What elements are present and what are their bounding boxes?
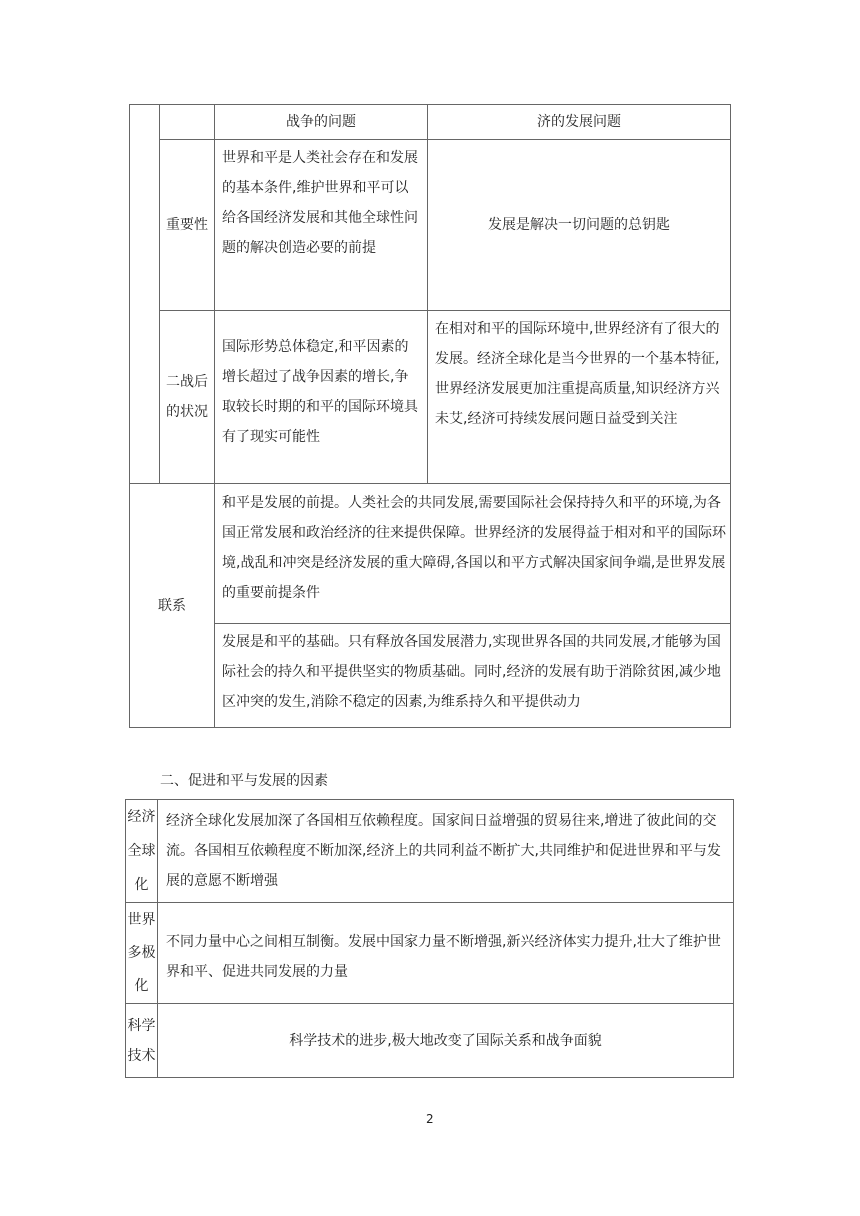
factor-text-multipolarity: 不同力量中心之间相互制衡。发展中国家力量不断增强,新兴经济体实力提升,壮大了维护世界和平、促进共同发展的力量 [166, 934, 721, 980]
section-heading: 二、促进和平与发展的因素 [160, 773, 328, 789]
postwar-war-cell: 国际形势总体稳定,和平因素的增长超过了战争因素的增长,争取较长时期的和平的国际环境具有了现实可能性 [222, 339, 418, 445]
column-header-economy: 济的发展问题 [537, 113, 621, 130]
page-number: 2 [426, 1112, 434, 1126]
column-header-war: 战争的问题 [286, 113, 356, 130]
factor-label-globalization: 经济全球化 [127, 809, 156, 893]
postwar-economy-cell: 在相对和平的国际环境中,世界经济有了很大的发展。经济全球化是当今世界的一个基本特征,世界经济发展更加注重提高质量,知识经济方兴未艾,经济可持续发展问题日益受到关注 [435, 321, 720, 427]
relation-peace-text: 和平是发展的前提。人类社会的共同发展,需要国际社会保持持久和平的环境,为各国正常发展和政治经济的往来提供保障。世界经济的发展得益于相对和平的国际环境,战乱和冲突是经济发展的重大障碍,各国以和平方式解决国家间争端,是世界发展的重要前提条件 [222, 495, 726, 601]
relation-development-text: 发展是和平的基础。只有释放各国发展潜力,实现世界各国的共同发展,才能够为国际社会的持久和平提供坚实的物质基础。同时,经济的发展有助于消除贫困,减少地区冲突的发生,消除不稳定的因素,为维系持久和平提供动力 [222, 634, 721, 710]
factor-label-technology: 科学技术 [127, 1017, 156, 1064]
factor-label-multipolarity: 世界多极化 [127, 911, 156, 994]
factor-text-technology: 科学技术的进步,极大地改变了国际关系和战争面貌 [289, 1032, 602, 1049]
factor-text-globalization: 经济全球化发展加深了各国相互依赖程度。国家间日益增强的贸易往来,增进了彼此间的交流。各国相互依赖程度不断加深,经济上的共同利益不断扩大,共同维护和促进世界和平与发展的意愿不断增强 [166, 813, 721, 889]
row-label-postwar: 二战后的状况 [166, 374, 208, 420]
importance-war-cell: 世界和平是人类社会存在和发展的基本条件,维护世界和平可以给各国经济发展和其他全球性问题的解决创造必要的前提 [222, 150, 418, 256]
importance-economy-cell: 发展是解决一切问题的总钥匙 [488, 217, 670, 233]
row-label-relation: 联系 [158, 597, 186, 614]
row-label-importance: 重要性 [166, 217, 208, 233]
